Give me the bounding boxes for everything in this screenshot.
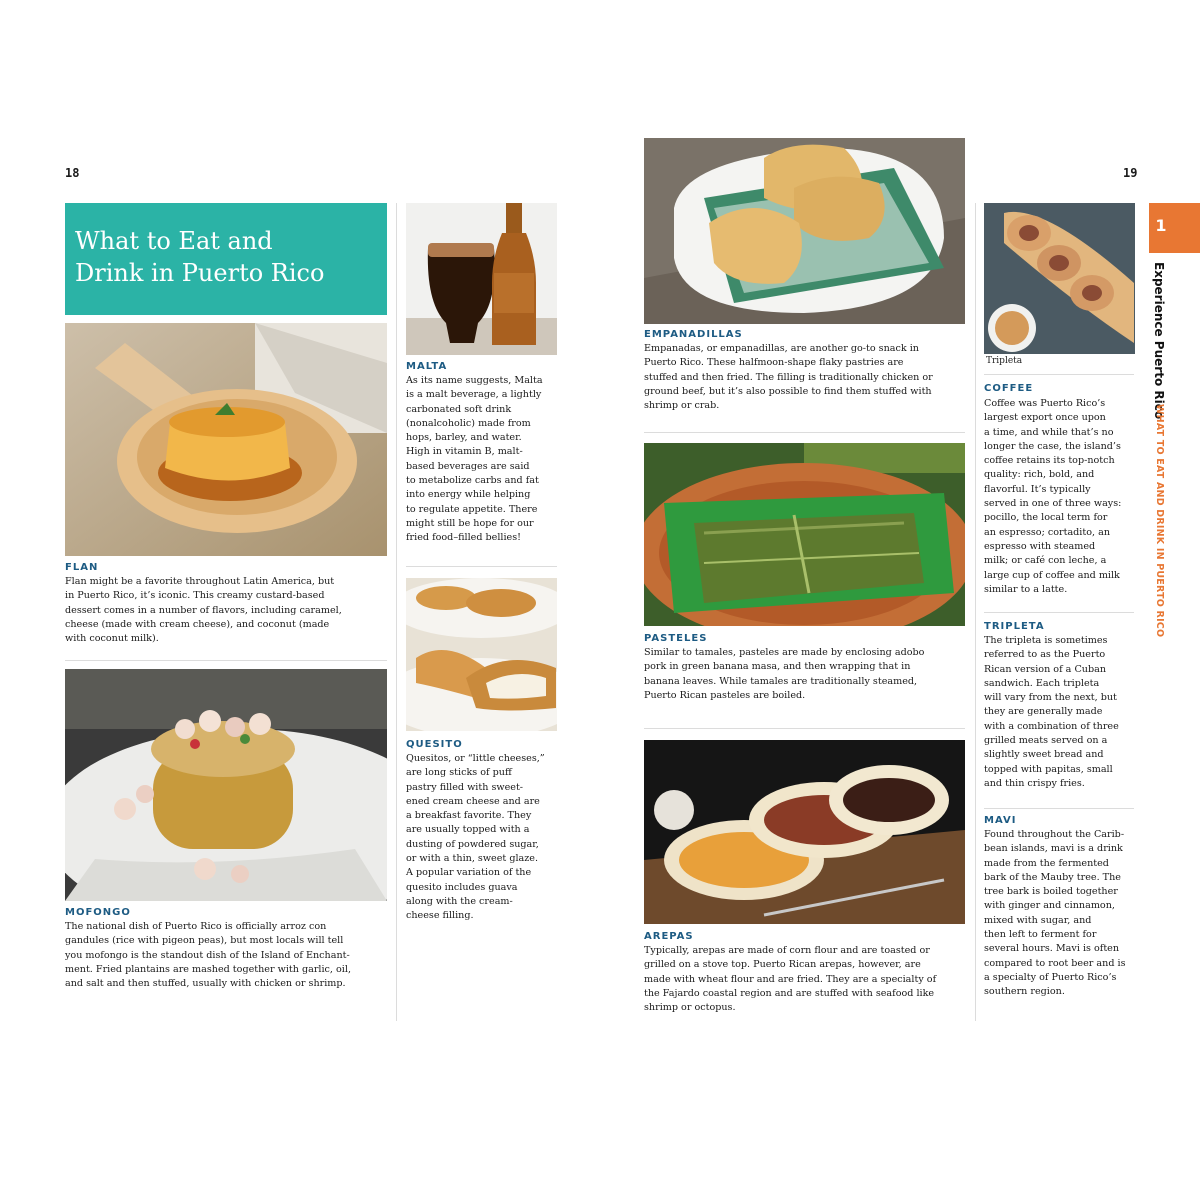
chapter-title: What to Eat and Drink in Puerto Rico [75,227,325,287]
mofongo-text: The national dish of Puerto Rico is officially arroz con gandules (rice with pigeon peas), but most locals will tell you mofongo is the standout dish of the Island of Enchant- ment. Fried plantains are mashed together with garlic, oil, and salt and then stuffed, usually with chicken or shrimp. [65,921,351,990]
column-rule [975,203,976,1021]
section-rule [984,612,1134,613]
coffee-text: Coffee was Puerto Rico’s largest export once upon a time, and while that’s no longer the case, the island’s coffee retains its top-notch quality: rich, bold, and flavorful. It’s typically served in one of three ways: pocillo, the local term for an espresso; cortadito, an espresso with steamed milk; or café con leche, a large cup of coffee and milk similar to a latte. [984,398,1122,595]
pasteles-heading: PASTELES [644,633,708,644]
malta-photo [406,203,557,355]
empanadillas-heading: EMPANADILLAS [644,329,743,340]
section-rule [65,660,387,661]
mofongo-photo [65,669,387,901]
side-label-experience: Experience Puerto Rico [1152,262,1166,420]
mavi-text: Found throughout the Carib- bean islands, mavi is a drink made from the fermented bark of the Mauby tree. The tree bark is boiled together with ginger and cinnamon, mixed with sugar, and then left to ferment for several hours. Mavi is often compared to root beer and is a specialty of Puerto Rico’s southern region. [984,829,1126,998]
tripleta-text: The tripleta is sometimes referred to as the Puerto Rican version of a Cuban sandwich. Each tripleta will vary from the next, but they are generally made with a combination of three grilled meats served on a slightly sweet bread and topped with papitas, small and thin crispy fries. [984,635,1119,789]
pasteles-photo [644,443,965,626]
arepas-photo [644,740,965,924]
flan-heading: FLAN [65,562,99,573]
malta-heading: MALTA [406,361,448,372]
pasteles-text: Similar to tamales, pasteles are made by enclosing adobo pork in green banana masa, and then wrapping that in banana leaves. While tamales are traditionally steamed, Puerto Rican pasteles are boiled. [644,647,925,701]
arepas-heading: AREPAS [644,931,694,942]
tripleta-heading: TRIPLETA [984,621,1045,632]
empanadillas-text: Empanadas, or empanadillas, are another go-to snack in Puerto Rico. These halfmoon-shape flaky pastries are stuffed and then fried. The filling is traditionally chicken or ground beef, but it’s also possible to find them stuffed with shrimp or crab. [644,343,933,412]
section-rule [406,566,557,567]
tripleta-photo [984,203,1135,354]
section-rule [644,432,965,433]
chapter-number: 1 [1155,216,1167,235]
chapter-title-box [65,203,387,315]
flan-photo [65,323,387,556]
flan-text: Flan might be a favorite throughout Latin America, but in Puerto Rico, it’s iconic. This creamy custard-based dessert comes in a number of flavors, including caramel, cheese (made with cream cheese), and coconut (made with coconut milk). [65,576,342,645]
quesito-photo [406,578,557,731]
column-rule [396,203,397,1021]
quesito-heading: QUESITO [406,739,463,750]
chapter-tab [1149,203,1200,253]
right-page-number: 19 [1123,166,1138,180]
quesito-text: Quesitos, or “little cheeses,” are long sticks of puff pastry filled with sweet- ened cream cheese and are a breakfast favorite. They are usually topped with a dusting of powdered sugar, or with a thin, sweet glaze. A popular variation of the quesito includes guava along with the cream- cheese filling. [406,753,545,922]
mavi-heading: MAVI [984,815,1017,826]
empanadillas-photo [644,138,965,324]
coffee-heading: COFFEE [984,383,1034,394]
left-page-number: 18 [65,166,80,180]
mofongo-heading: MOFONGO [65,907,131,918]
side-label-section: WHAT TO EAT AND DRINK IN PUERTO RICO [1154,404,1165,638]
tripleta-caption: Tripleta [986,356,1023,366]
section-rule [644,728,965,729]
section-rule [984,374,1134,375]
section-rule [984,808,1134,809]
malta-text: As its name suggests, Malta is a malt beverage, a lightly carbonated soft drink (nonalcoholic) made from hops, barley, and water. High in vitamin B, malt- based beverages are said to metabolize carbs and fat into energy while helping to regulate appetite. There might still be hope for our fried food–filled bellies! [406,375,543,544]
arepas-text: Typically, arepas are made of corn flour and are toasted or grilled on a stove top. Puerto Rican arepas, however, are made with wheat flour and are fried. They are a specialty of the Fajardo coastal region and are stuffed with seafood like shrimp or octopus. [644,945,937,1014]
